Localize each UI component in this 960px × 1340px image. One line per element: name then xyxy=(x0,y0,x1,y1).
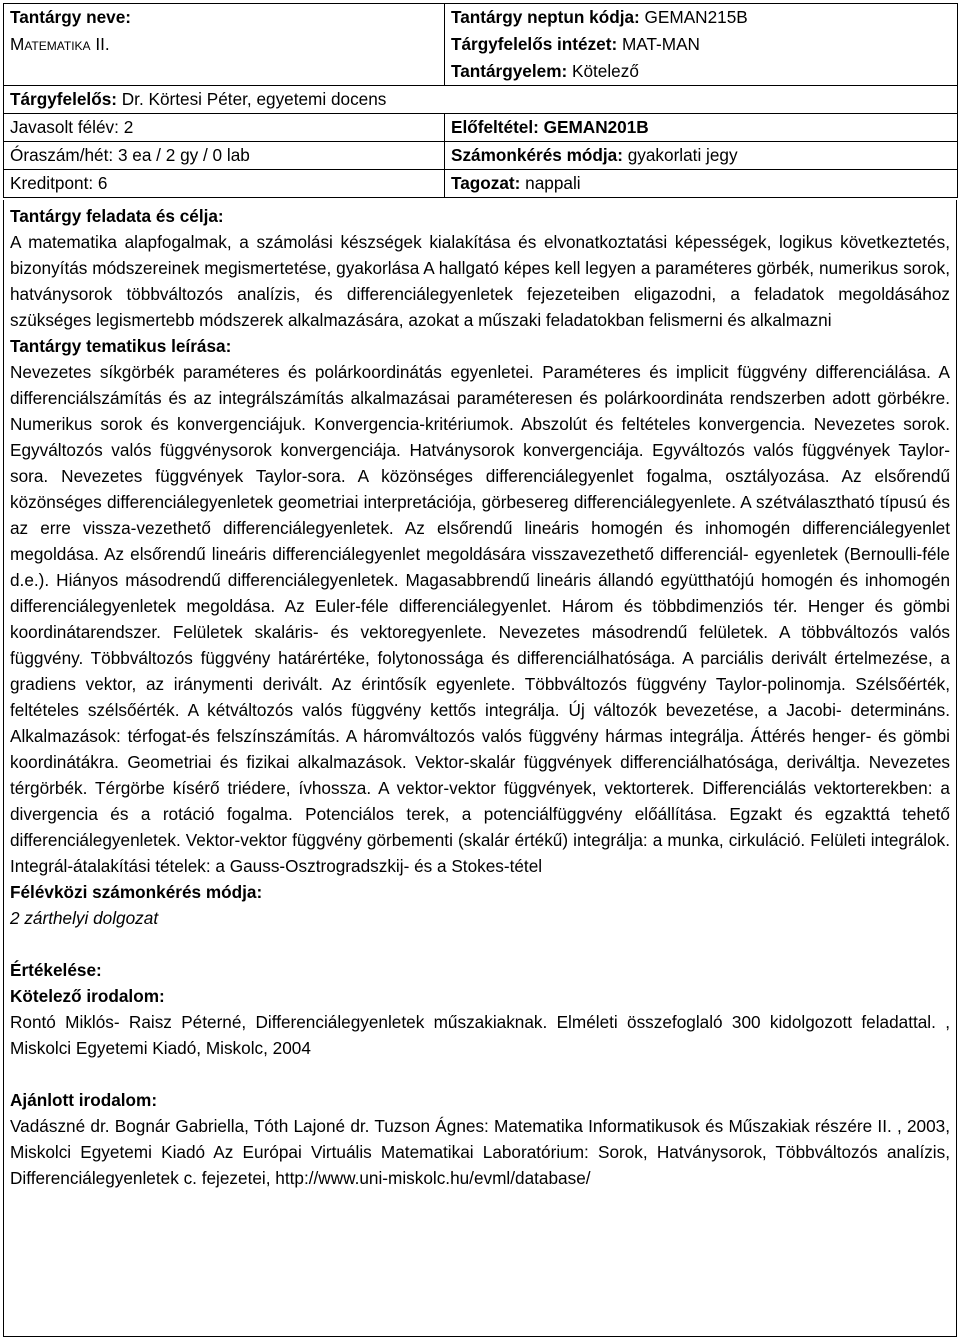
prerequisite-cell xyxy=(445,114,958,142)
prerequisite-value: GEMAN201B xyxy=(543,117,649,137)
course-element-value: Kötelező xyxy=(572,61,639,81)
topics-text: Nevezetes síkgörbék paraméteres és polárkoordinátás egyenletei. Paraméteres és implicit függvény differenciálása. A differenciálszámítás és az integrálszámítás alkalmazásai paraméteresen és polárkoordináta rendszerben adott görbékre. Numerikus sorok és konvergenciájuk. Konvergencia-kritériumok. Abszolút és feltételes konvergencia. Nevezetes sorok. Egyváltozós valós függvénysorok konvergenciája. Hatványsorok konvergenciája. Egyváltozós valós függvények Taylor-sora. Nevezetes függvények Taylor-sora. A közönséges differenciálegyenlet fogalma, osztályozása. Az elsőrendű közönséges differenciálegyenletek geometriai interpretációja, görbesereg differenciálegyenlete. A szétválasztható típusú és az erre vissza-vezethető differenciálegyenletek. Az elsőrendű lineáris homogén és inhomogén differenciálegyenlet megoldása. Az elsőrendű lineáris differenciálegyenlet megoldására visszavezethető differenciál- egyenletek (Bernoulli-féle d.e.). Hiányos másodrendű differenciálegyenletek. Magasabbrendű lineáris állandó együtthatójú homogén és inhomogén differenciálegyenletek megoldása. Az Euler-féle differenciálegyenlet. Három és többdimenziós tér. Henger és gömbi koordinátarendszer. Felületek skaláris- és vektoregyenlete. Nevezetes másodrendű felületek. A többváltozós valós függvény. Többváltozós függvény határértéke, folytonossága és differenciálhatósága. A parciális derivált értelmezése, a gradiens vektor, az iránymenti derivált. Az érintősík egyenlete. Többváltozós függvény Taylor-polinomja. Szélsőérték, feltételes szélsőérték. A kétváltozós valós függvény kettős integrálja. Új változók bevezetése, a Jacobi- determináns. Alkalmazások: térfogat-és felszínszámítás. A háromváltozós valós függvény hármas integrálja. Áttérés henger- és gömbi koordinátákra. Geometriai és fizikai alkalmazások. Vektor-skalár függvények differenciálhatósága, deriváltja. Nevezetes térgörbék. Térgörbe kísérő triédere, ívhossza. A vektor-vektor függvények, vektorterek. Differenciálás vektorterekben: a divergencia és a rotáció fogalma. Potenciálos terek, a potenciálfüggvény előállítása. Egzakt és egzakttá tehető differenciálegyenletek. Vektor-vektor függvény görbementi (skalár értékű) integrálja: a munka, cirkuláció. Felületi integrálok. Integrál-átalakítási tételek: a Gauss-Osztrogradszkij- és a Stokes-tétel xyxy=(10,362,950,876)
credit-value: 6 xyxy=(97,173,108,193)
spacer xyxy=(10,1061,950,1087)
course-element-row xyxy=(451,58,951,85)
responsible-label: Tárgyfelelős: xyxy=(10,89,117,109)
recommended-literature-heading: Ajánlott irodalom: xyxy=(10,1090,158,1110)
exam-type-label: Számonkérés módja: xyxy=(451,145,623,165)
responsible-value: Dr. Körtesi Péter, egyetemi docens xyxy=(121,89,387,109)
required-literature-heading: Kötelező irodalom: xyxy=(10,986,165,1006)
evaluation-heading: Értékelése: xyxy=(10,960,102,980)
hours-label: Óraszám/hét: xyxy=(10,145,114,165)
hours-value: 3 ea / 2 gy / 0 lab xyxy=(117,145,250,165)
prerequisite-label: Előfeltétel: xyxy=(451,117,539,137)
neptun-code-row xyxy=(451,4,951,31)
semester-cell xyxy=(4,114,445,142)
section-cell xyxy=(445,170,958,198)
course-element-label: Tantárgyelem: xyxy=(451,61,568,81)
exam-type-value: gyakorlati jegy xyxy=(627,145,738,165)
goal-heading: Tantárgy feladata és célja: xyxy=(10,206,224,226)
institute-label: Tárgyfelelős intézet: xyxy=(451,34,618,54)
exam-type-cell xyxy=(445,142,958,170)
topics-heading: Tantárgy tematikus leírása: xyxy=(10,336,232,356)
credit-cell xyxy=(4,170,445,198)
semester-value: 2 xyxy=(123,117,134,137)
course-name-cell xyxy=(4,4,445,86)
course-name-label: Tantárgy neve: xyxy=(10,7,131,27)
course-info-cell xyxy=(445,4,958,86)
spacer xyxy=(10,931,950,957)
midterm-text: 2 zárthelyi dolgozat xyxy=(10,908,159,928)
goal-text: A matematika alapfogalmak, a számolási készségek kialakítása és elvonatkoztatási képességek, logikus következtetés, bizonyítás módszereinek megismertetése, gyakorlása A hallgató képes kell legyen a paraméteres görbék, numerikus sorok, hatványsorok többváltozós analízis, és differenciálegyenletek fejezeteiben eligazodni, a feladatok megoldásához szükséges legismertebb módszerek alkalmazására, azokat a műszaki feladatokban felismerni és alkalmazni xyxy=(10,232,950,330)
hours-cell xyxy=(4,142,445,170)
course-header-table xyxy=(3,3,958,198)
institute-value: MAT-MAN xyxy=(621,34,700,54)
section-value: nappali xyxy=(525,173,581,193)
neptun-code-value: GEMAN215B xyxy=(644,7,748,27)
credit-label: Kreditpont: xyxy=(10,173,94,193)
required-literature-text: Rontó Miklós- Raisz Péterné, Differenciálegyenletek műszakiaknak. Elméleti összefoglaló 300 kidolgozott feladattal. , Miskolci Egyetemi Kiadó, Miskolc, 2004 xyxy=(10,1012,950,1058)
recommended-literature-text: Vadászné dr. Bognár Gabriella, Tóth Lajoné dr. Tuzson Ágnes: Matematika Informatikusok és Műszakiak részére II. , 2003, Miskolci Egyetemi Kiadó Az Európai Virtuális Matematikai Laboratórium: Sorok, Hatványsorok, Többváltozós analízis, Differenciálegyenletek c. fejezetei, http://www.uni-miskolc.hu/evml/database/ xyxy=(10,1116,950,1188)
neptun-code-label: Tantárgy neptun kódja: xyxy=(451,7,640,27)
section-label: Tagozat: xyxy=(451,173,521,193)
institute-row xyxy=(451,31,951,58)
midterm-heading: Félévközi számonkérés módja: xyxy=(10,882,263,902)
semester-label: Javasolt félév: xyxy=(10,117,119,137)
course-details-section xyxy=(3,200,957,1337)
course-name-value: Matematika II. xyxy=(10,34,110,54)
responsible-cell xyxy=(4,86,958,114)
